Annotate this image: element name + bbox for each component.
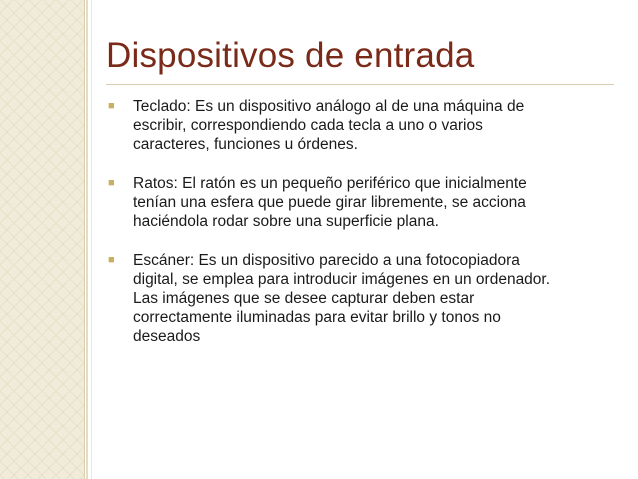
bullet-item-teclado <box>108 97 618 154</box>
bullet-text-line: digital, se emplea para introducir imágenes en un ordenador. <box>133 271 551 288</box>
bullet-item-ratos <box>108 174 618 231</box>
slide-title: Dispositivos de entrada <box>106 36 475 75</box>
bullet-text-line: tenían una esfera que puede girar libremente, se acciona <box>133 194 526 211</box>
bullet-text-line: haciéndola rodar sobre una superficie plana. <box>133 213 439 230</box>
title-underline <box>106 84 614 85</box>
bullet-square-icon: ■ <box>108 254 115 266</box>
bullet-text-line: caracteres, funciones u órdenes. <box>133 136 358 153</box>
bullet-text-line: Escáner: Es un dispositivo parecido a una fotocopiadora <box>133 252 520 269</box>
decorative-side-panel <box>0 0 85 479</box>
bullet-item-escaner <box>108 251 618 346</box>
bullet-list <box>108 97 618 366</box>
bullet-square-icon: ■ <box>108 100 115 112</box>
decorative-divider <box>86 0 88 479</box>
bullet-text-line: Teclado: Es un dispositivo análogo al de una máquina de <box>133 98 525 115</box>
bullet-text-line: Las imágenes que se desee capturar deben estar <box>133 290 475 307</box>
bullet-text-line: Ratos: El ratón es un pequeño periférico que inicialmente <box>133 175 527 192</box>
bullet-text-line: escribir, correspondiendo cada tecla a uno o varios <box>133 117 483 134</box>
bullet-text-line: correctamente iluminadas para evitar brillo y tonos no <box>133 309 501 326</box>
decorative-divider-thin <box>91 0 92 479</box>
bullet-square-icon: ■ <box>108 177 115 189</box>
bullet-text-line: deseados <box>133 328 201 345</box>
